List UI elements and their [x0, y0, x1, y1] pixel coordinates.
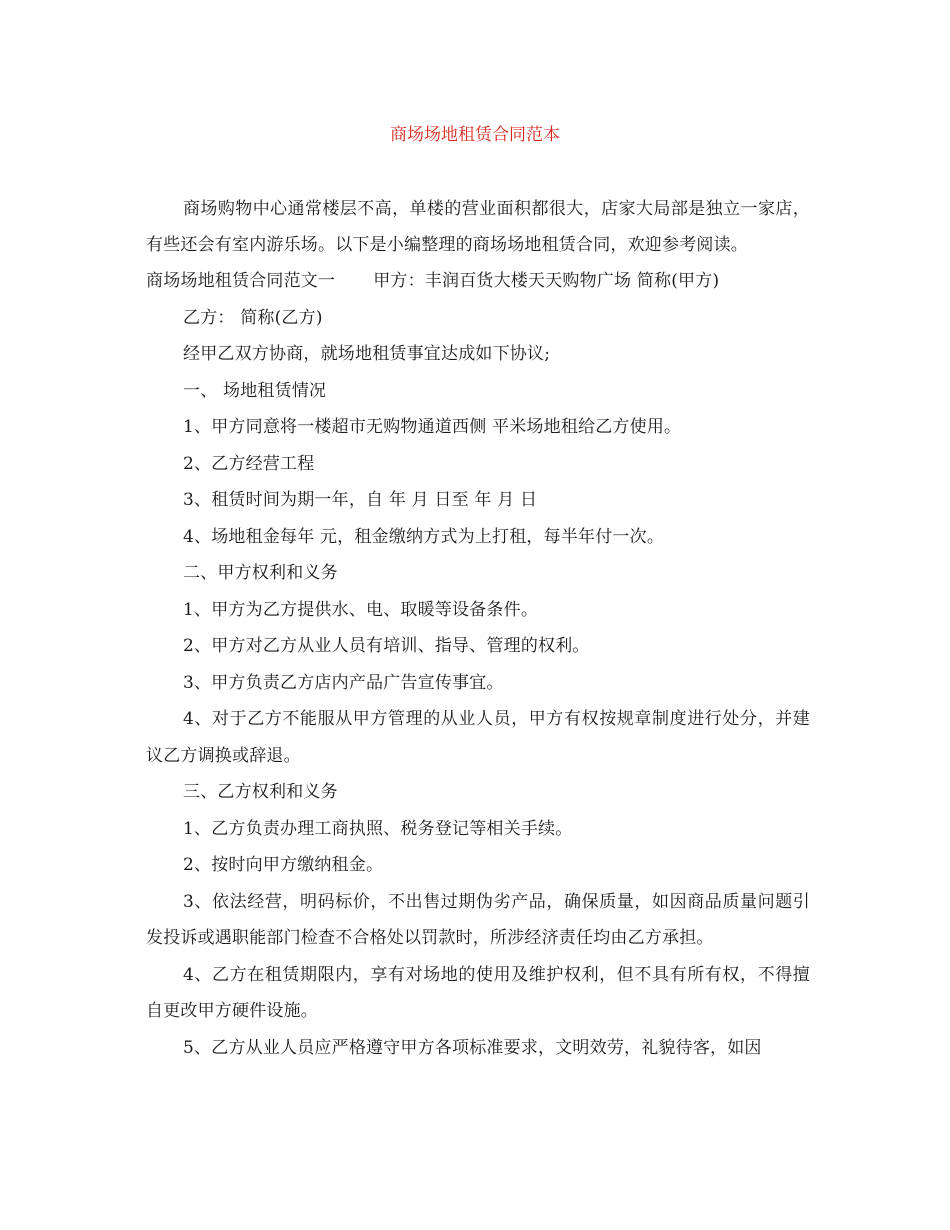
clause-paragraph: 3、依法经营，明码标价，不出售过期伪劣产品，确保质量，如因商品质量问题引发投诉或遇职能部门检查不合格处以罚款时，所涉经济责任均由乙方承担。	[146, 891, 810, 948]
clause-paragraph: 5、乙方从业人员应严格遵守甲方各项标准要求，文明效劳，礼貌待客，如因	[183, 1037, 762, 1058]
section-heading: 二、甲方权利和义务	[183, 563, 338, 583]
clause-paragraph: 2、甲方对乙方从业人员有培训、指导、管理的权利。	[183, 636, 590, 656]
clause-paragraph: 1、甲方同意将一楼超市无购物通道西侧 平米场地租给乙方使用。	[183, 417, 682, 437]
clause-paragraph: 4、对于乙方不能服从甲方管理的从业人员，甲方有权按规章制度进行处分，并建议乙方调换或辞退。	[146, 709, 810, 766]
clause-paragraph: 4、场地租金每年 元，租金缴纳方式为上打租，每半年付一次。	[183, 526, 665, 547]
section-heading: 商场场地租赁合同范文一	[146, 271, 336, 291]
clause-paragraph: 1、乙方负责办理工商执照、税务登记等相关手续。	[183, 818, 573, 839]
party-a-line: 甲方：丰润百货大楼天天购物广场 简称(甲方)	[373, 271, 720, 291]
clause-paragraph: 3、甲方负责乙方店内产品广告宣传事宜。	[183, 672, 504, 693]
clause-paragraph: 2、乙方经营工程	[183, 453, 315, 474]
heading-line	[146, 263, 810, 300]
document-body	[146, 191, 810, 1066]
document-title: 商场场地租赁合同范本	[390, 125, 560, 145]
intro-paragraph: 商场购物中心通常楼层不高，单楼的营业面积都很大，店家大局部是独立一家店，有些还会有室内游乐场。以下是小编整理的商场场地租赁合同，欢迎参考阅读。	[146, 199, 810, 255]
agreement-line: 经甲乙双方协商，就场地租赁事宜达成如下协议;	[183, 344, 551, 364]
section-heading: 三、乙方权利和义务	[183, 782, 338, 802]
clause-paragraph: 1、甲方为乙方提供水、电、取暖等设备条件。	[183, 599, 539, 620]
party-b-line: 乙方： 简称(乙方)	[183, 307, 323, 328]
clause-paragraph: 2、按时向甲方缴纳租金。	[183, 855, 384, 875]
clause-paragraph: 4、乙方在租赁期限内，享有对场地的使用及维护权利，但不具有所有权，不得擅自更改甲方硬件设施。	[146, 964, 810, 1021]
section-heading: 一、 场地租赁情况	[183, 380, 327, 401]
clause-paragraph: 3、租赁时间为期一年，自 年 月 日至 年 月 日	[183, 490, 538, 510]
